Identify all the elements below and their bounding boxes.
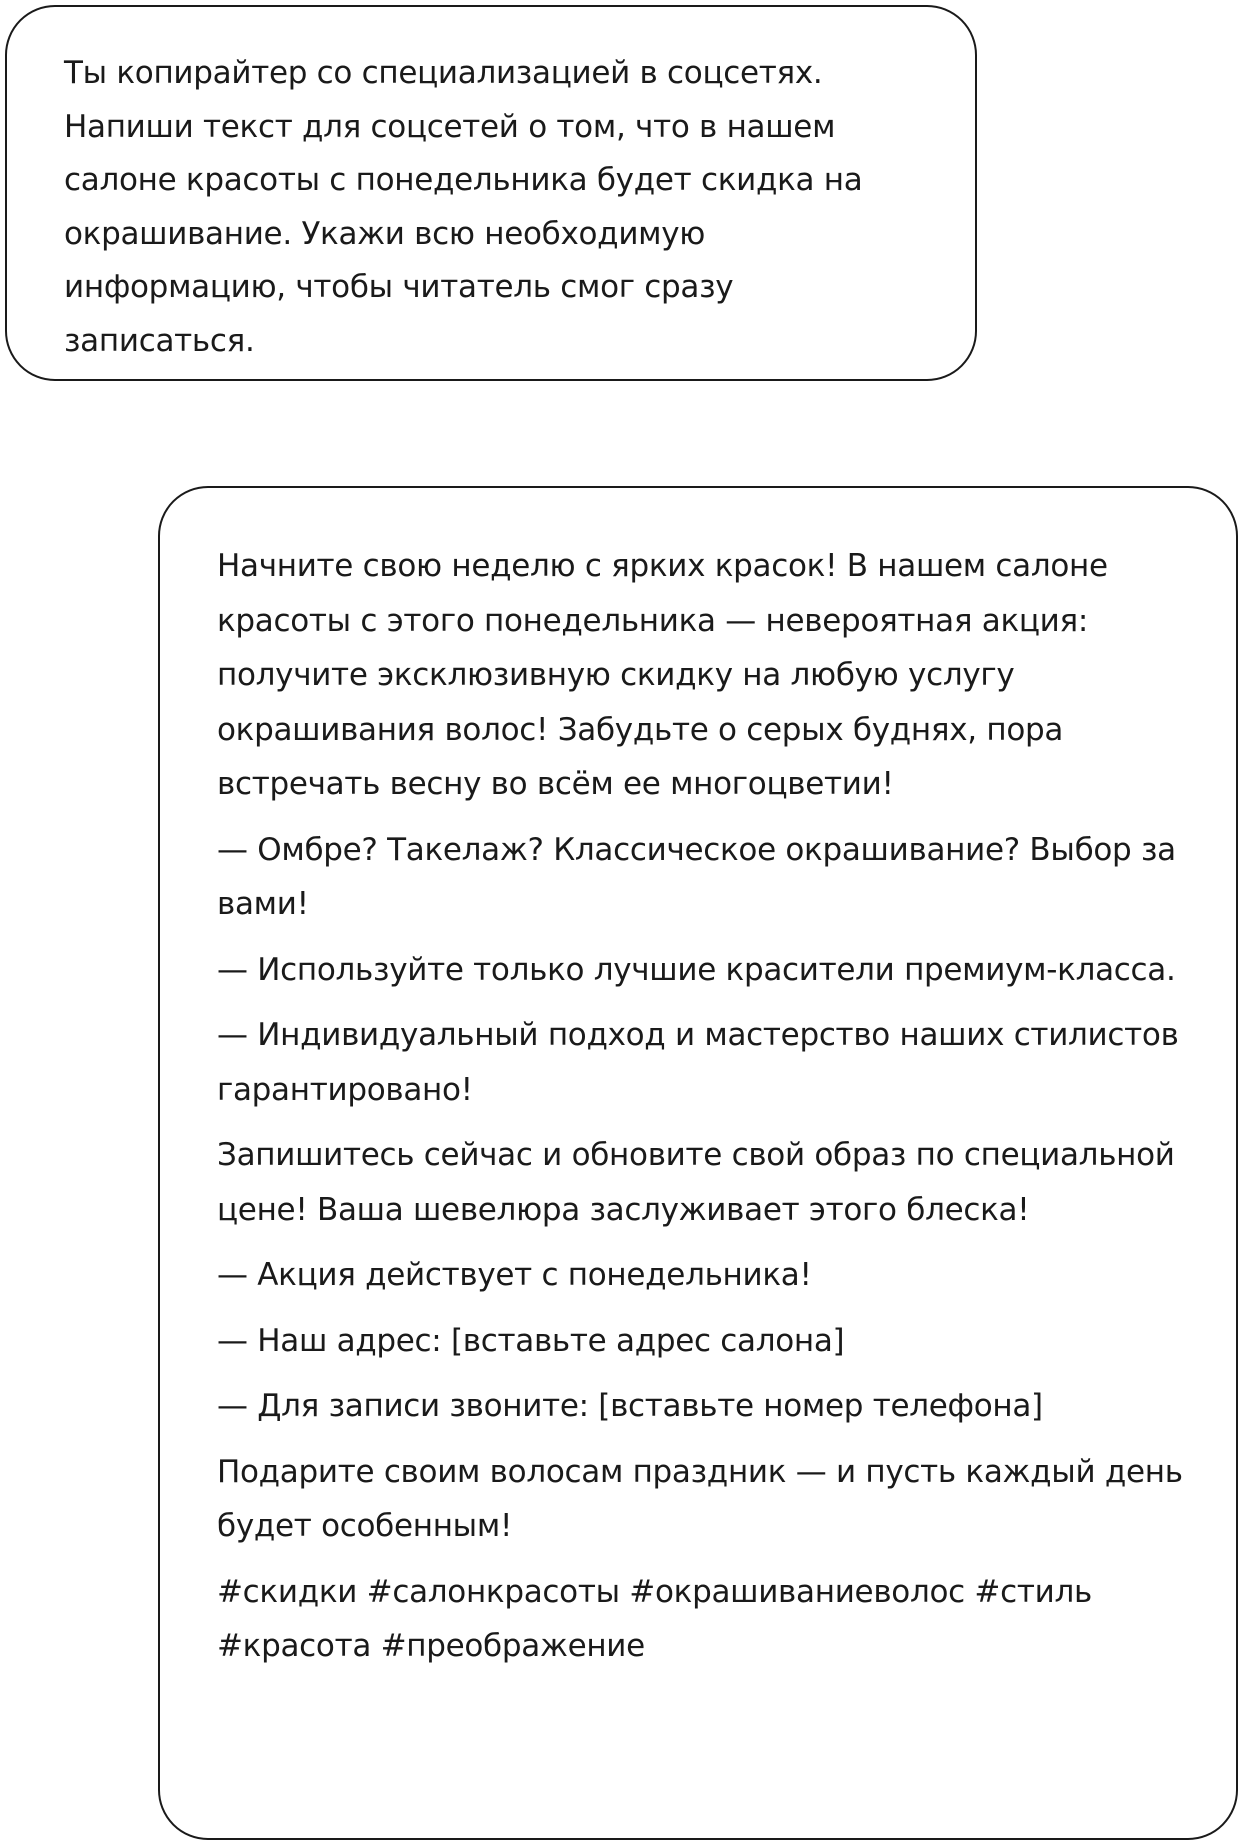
reply-closing-paragraph: Подарите своим волосам праздник — и пусть каждый день будет особенным! (217, 1453, 1183, 1544)
user-prompt-text: Ты копирайтер со специализацией в соцсетях. Напиши текст для соцсетей о том, что в нашем салоне красоты с понедельника будет скидка на окрашивание. Укажи всю необходимую информацию, чтобы читатель смог сразу записаться. (64, 55, 863, 359)
hashtags-line-2: #красота #преображение (217, 1628, 645, 1664)
reply-call-to-action: Запишитесь сейчас и обновите свой образ по специальной цене! Ваша шевелюра заслуживает этого блеска! (217, 1137, 1175, 1228)
reply-bullet-dyes: — Используйте только лучшие красители премиум-класса. (217, 951, 1176, 988)
user-prompt-bubble (5, 5, 977, 381)
reply-hashtags (217, 1565, 1206, 1674)
reply-bullet-phone: — Для записи звоните: [вставьте номер телефона] (217, 1388, 1043, 1424)
reply-bullet-styles: — Омбре? Такелаж? Классическое окрашивание? Выбор за вами! (217, 831, 1176, 922)
reply-bullet-promo-start: — Акция действует с понедельника! (217, 1257, 812, 1293)
reply-bullet-approach: — Индивидуальный подход и мастерство наших стилистов гарантировано! (217, 1017, 1179, 1108)
hashtags-line-1: #скидки #салонкрасоты #окрашиваниеволос #стиль (217, 1573, 1092, 1610)
reply-intro-paragraph: Начните свою неделю с ярких красок! В нашем салоне красоты с этого понедельника — невероятная акция: получите эксклюзивную скидку на любую услугу окрашивания волос! Забудьте о серых буднях, пора встречать весну во всём ее многоцветии! (217, 548, 1108, 802)
assistant-reply-bubble (158, 486, 1238, 1840)
reply-bullet-address: — Наш адрес: [вставьте адрес салона] (217, 1322, 845, 1359)
